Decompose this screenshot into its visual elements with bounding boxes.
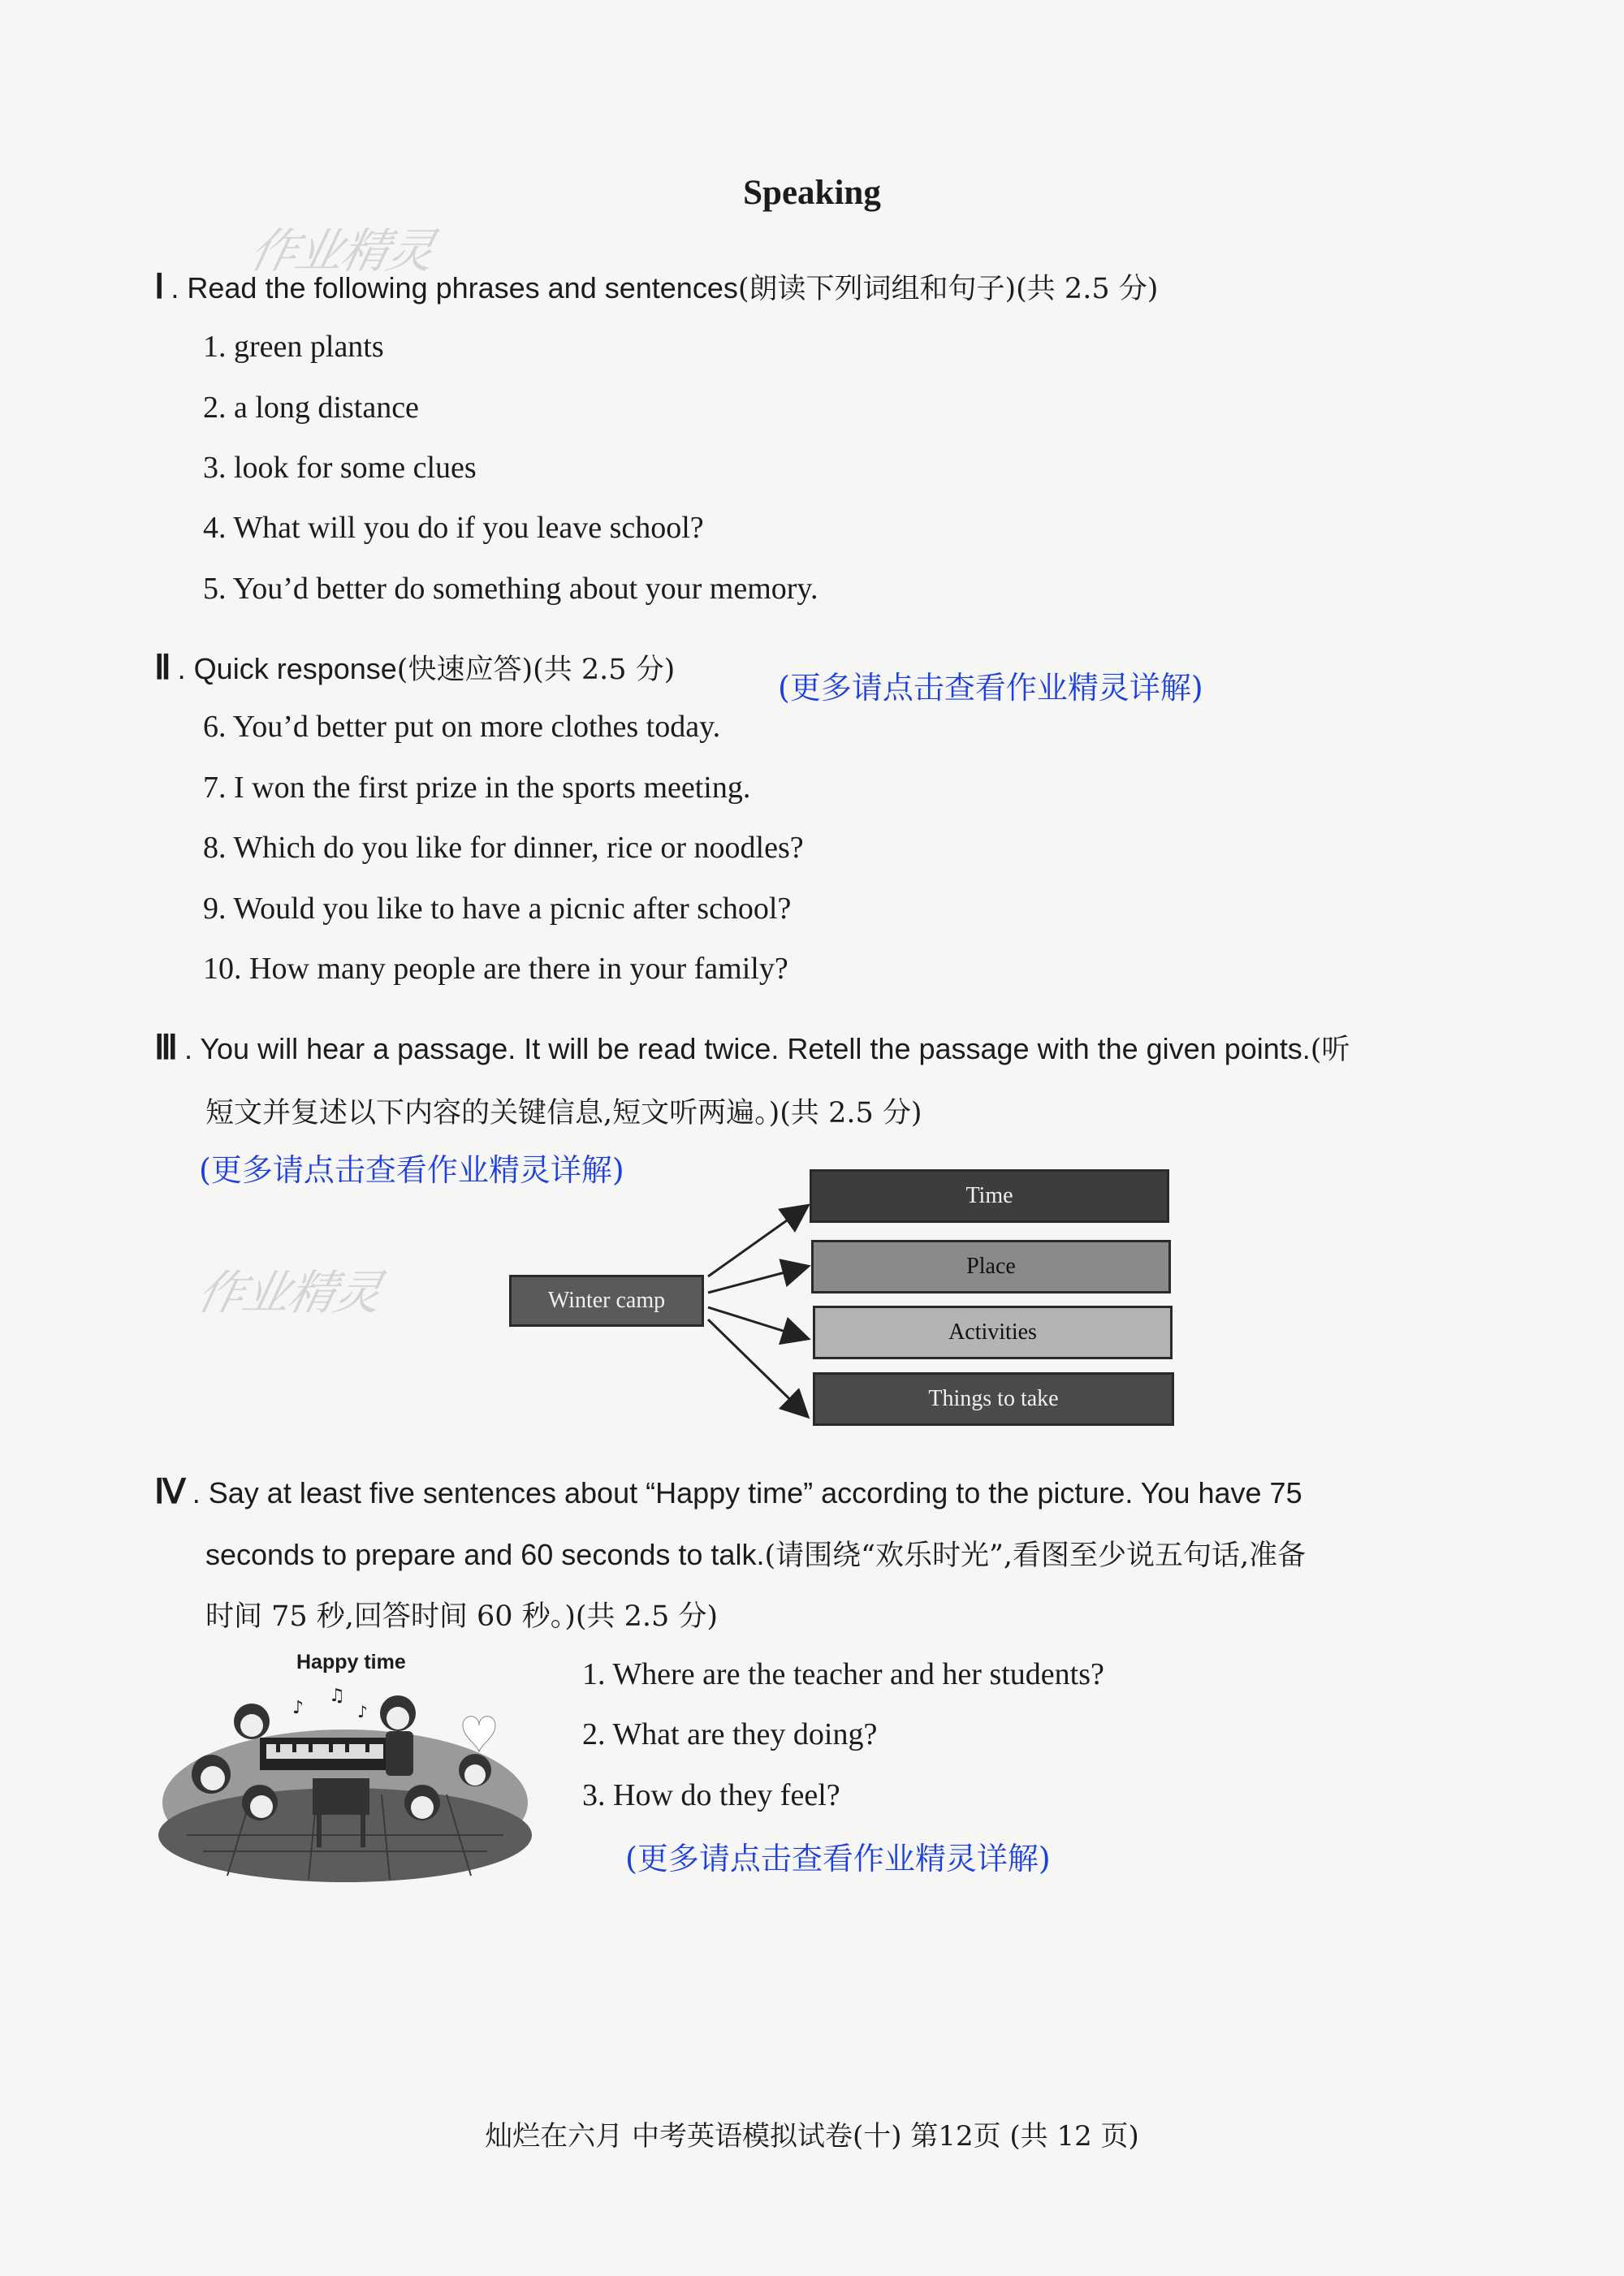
section3-numeral: Ⅲ — [154, 1030, 178, 1067]
section3-heading-cn-1: (听 — [1310, 1034, 1350, 1066]
section2-item-8: 8. Which do you like for dinner, rice or noodles? — [203, 831, 804, 865]
section4-more-link[interactable]: (更多请点击查看作业精灵详解) — [625, 1841, 1051, 1877]
section4-heading-2 — [205, 1533, 1306, 1574]
section2-item-6: 6. You’d better put on more clothes today. — [203, 710, 721, 744]
section1-item-3: 3. look for some clues — [203, 451, 477, 485]
svg-text:♫: ♫ — [329, 1686, 345, 1706]
svg-text:♪: ♪ — [292, 1698, 304, 1718]
section4-numeral: Ⅳ — [154, 1474, 186, 1511]
diagram-activities-box: Activities — [813, 1306, 1173, 1359]
arrow-to-place — [708, 1267, 806, 1293]
section3-more-link[interactable]: (更多请点击查看作业精灵详解) — [199, 1152, 624, 1188]
section1-item-1: 1. green plants — [203, 330, 384, 364]
section3-heading-en: . You will hear a passage. It will be read twice. Retell the passage with the given points. — [184, 1032, 1311, 1065]
section1-item-5: 5. You’d better do something about your memory. — [203, 572, 818, 606]
section4-heading-line2-cn: (请围绕“欢乐时光”,看图至少说五句话,准备 — [764, 1540, 1307, 1572]
section2-item-10: 10. How many people are there in your family? — [203, 952, 788, 986]
section3-heading-cn-2: 短文并复述以下内容的关键信息,短文听两遍。)(共 2.5 分) — [205, 1097, 922, 1129]
arrow-to-time — [708, 1207, 806, 1276]
watermark-middle: 作业精灵 — [192, 1265, 387, 1320]
section4-heading-line3: 时间 75 秒,回答时间 60 秒。)(共 2.5 分) — [205, 1600, 719, 1633]
classroom-illustration — [154, 1681, 536, 1884]
section1-item-2: 2. a long distance — [203, 391, 419, 425]
section1-heading-cn: (朗读下列词组和句子)(共 2.5 分) — [737, 273, 1159, 305]
section4-heading-line2-en: seconds to prepare and 60 seconds to talk. — [205, 1538, 765, 1571]
section1-heading-en: . Read the following phrases and sentences — [171, 271, 738, 304]
section4-heading — [154, 1471, 1302, 1512]
diagram-time-box: Time — [810, 1169, 1169, 1223]
section2-heading-en: . Quick response — [177, 652, 397, 685]
section1-numeral: Ⅰ — [154, 269, 165, 306]
svg-text:♪: ♪ — [357, 1702, 368, 1721]
section2-item-9: 9. Would you like to have a picnic after school? — [203, 892, 792, 926]
section2-numeral: Ⅱ — [154, 650, 171, 687]
section2-item-7: 7. I won the first prize in the sports meeting. — [203, 771, 751, 805]
picture-caption: Happy time — [296, 1651, 406, 1674]
section1-item-4: 4. What will you do if you leave school? — [203, 511, 704, 545]
diagram-things-box: Things to take — [813, 1372, 1174, 1426]
diagram-place-box: Place — [811, 1240, 1171, 1293]
question-2: 2. What are they doing? — [582, 1717, 878, 1751]
watermark-top: 作业精灵 — [244, 223, 439, 279]
section4-heading-line1: . Say at least five sentences about “Happy time” according to the picture. You have 75 — [192, 1476, 1302, 1509]
diagram-source-box: Winter camp — [509, 1275, 704, 1327]
section2-heading-cn: (快速应答)(共 2.5 分) — [396, 654, 676, 686]
section2-more-link[interactable]: (更多请点击查看作业精灵详解) — [778, 670, 1203, 706]
page-footer: 灿烂在六月 中考英语模拟试卷(十) 第12页 (共 12 页) — [485, 2120, 1139, 2153]
question-1: 1. Where are the teacher and her students? — [582, 1657, 1104, 1691]
page-title: Speaking — [743, 174, 881, 212]
question-3: 3. How do they feel? — [582, 1778, 840, 1812]
